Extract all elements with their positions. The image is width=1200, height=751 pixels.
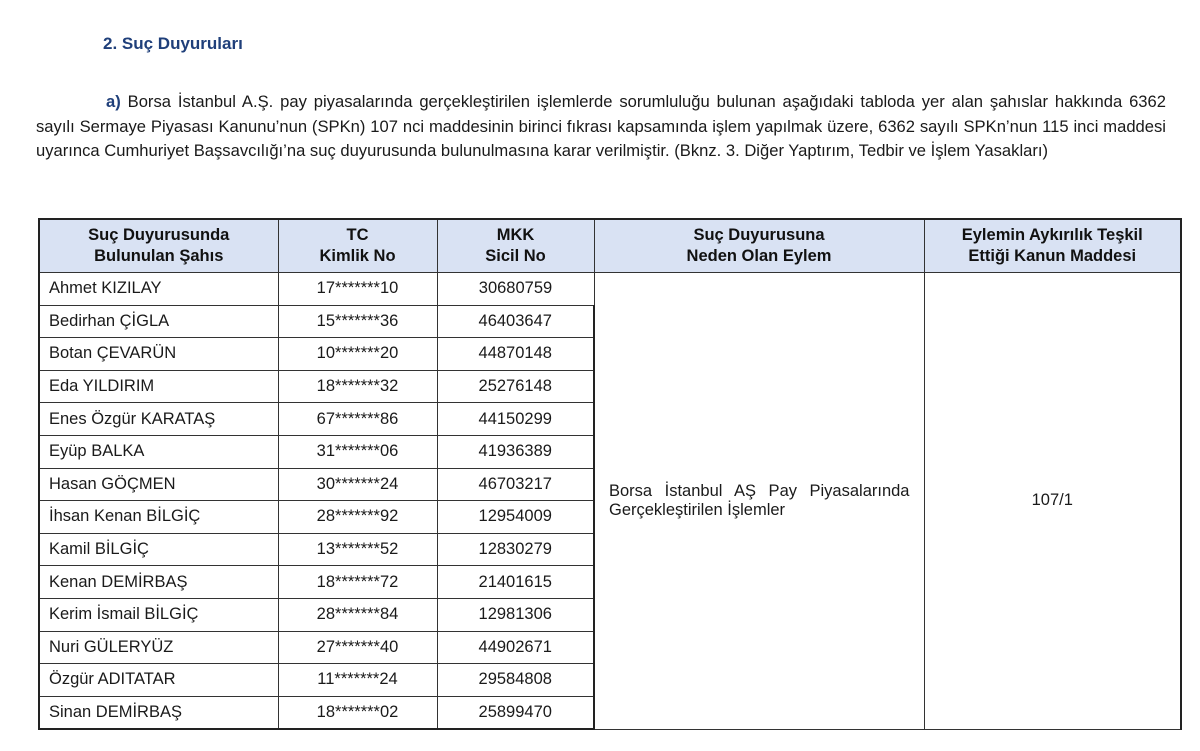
person-name-cell: İhsan Kenan BİLGİÇ: [39, 501, 278, 534]
table-header-row: [39, 219, 1181, 273]
person-name-cell: Kenan DEMİRBAŞ: [39, 566, 278, 599]
header-person-line1: Suç Duyurusunda: [88, 226, 230, 244]
decision-paragraph: [36, 90, 1166, 164]
header-mkk: [437, 219, 594, 273]
tc-number-cell: 30*******24: [278, 468, 437, 501]
mkk-number-cell: 25276148: [437, 370, 594, 403]
tc-number-cell: 11*******24: [278, 664, 437, 697]
person-name-cell: Bedirhan ÇİGLA: [39, 305, 278, 338]
mkk-number-cell: 12954009: [437, 501, 594, 534]
header-mkk-line1: MKK: [496, 226, 535, 244]
person-name-cell: Kerim İsmail BİLGİÇ: [39, 598, 278, 631]
mkk-number-cell: 44150299: [437, 403, 594, 436]
mkk-number-cell: 44870148: [437, 338, 594, 371]
article-cell: 107/1: [924, 273, 1181, 730]
criminal-complaint-table: [38, 218, 1182, 730]
table-row: [39, 273, 1181, 306]
header-action-line1: Suç Duyurusuna: [693, 226, 825, 244]
header-tc-line2: Kimlik No: [319, 247, 396, 265]
tc-number-cell: 13*******52: [278, 533, 437, 566]
mkk-number-cell: 44902671: [437, 631, 594, 664]
person-name-cell: Hasan GÖÇMEN: [39, 468, 278, 501]
table-body: [39, 273, 1181, 730]
tc-number-cell: 17*******10: [278, 273, 437, 306]
header-article: [924, 219, 1181, 273]
header-article-line1: Eylemin Aykırılık Teşkil: [961, 226, 1143, 244]
person-name-cell: Botan ÇEVARÜN: [39, 338, 278, 371]
person-name-cell: Özgür ADITATAR: [39, 664, 278, 697]
tc-number-cell: 28*******92: [278, 501, 437, 534]
action-cell: Borsa İstanbul AŞ Pay Piyasalarında Gerçekleştirilen İşlemler: [594, 273, 924, 730]
mkk-number-cell: 21401615: [437, 566, 594, 599]
tc-number-cell: 28*******84: [278, 598, 437, 631]
tc-number-cell: 18*******72: [278, 566, 437, 599]
tc-number-cell: 15*******36: [278, 305, 437, 338]
header-mkk-line2: Sicil No: [485, 247, 546, 265]
mkk-number-cell: 46403647: [437, 305, 594, 338]
header-action-line2: Neden Olan Eylem: [686, 247, 832, 265]
header-action: [594, 219, 924, 273]
tc-number-cell: 27*******40: [278, 631, 437, 664]
person-name-cell: Enes Özgür KARATAŞ: [39, 403, 278, 436]
person-name-cell: Eyüp BALKA: [39, 435, 278, 468]
person-name-cell: Kamil BİLGİÇ: [39, 533, 278, 566]
header-person: [39, 219, 278, 273]
person-name-cell: Sinan DEMİRBAŞ: [39, 696, 278, 729]
header-tc: [278, 219, 437, 273]
person-name-cell: Ahmet KIZILAY: [39, 273, 278, 306]
tc-number-cell: 67*******86: [278, 403, 437, 436]
paragraph-marker: a): [106, 92, 121, 111]
mkk-number-cell: 25899470: [437, 696, 594, 729]
tc-number-cell: 18*******32: [278, 370, 437, 403]
paragraph-text: Borsa İstanbul A.Ş. pay piyasalarında gerçekleştirilen işlemlerde sorumluluğu bulunan aşağıdaki tabloda yer alan şahıslar hakkında 6362 sayılı Sermaye Piyasası Kanunu’nun (SPKn) 107 nci maddesinin birinci fıkrası kapsamında işlem yapılmak üzere, 6362 sayılı SPKn’nun 115 inci maddesi uyarınca Cumhuriyet Başsavcılığı’na suç duyurusunda bulunulmasına karar verilmiştir. (Bknz. 3. Diğer Yaptırım, Tedbir ve İşlem Yasakları): [36, 92, 1166, 161]
section-title: 2. Suç Duyuruları: [103, 34, 243, 53]
tc-number-cell: 31*******06: [278, 435, 437, 468]
mkk-number-cell: 41936389: [437, 435, 594, 468]
tc-number-cell: 10*******20: [278, 338, 437, 371]
person-name-cell: Eda YILDIRIM: [39, 370, 278, 403]
header-tc-line1: TC: [346, 226, 369, 244]
tc-number-cell: 18*******02: [278, 696, 437, 729]
mkk-number-cell: 29584808: [437, 664, 594, 697]
header-article-line2: Ettiği Kanun Maddesi: [968, 247, 1137, 265]
mkk-number-cell: 30680759: [437, 273, 594, 306]
person-name-cell: Nuri GÜLERYÜZ: [39, 631, 278, 664]
header-person-line2: Bulunulan Şahıs: [94, 247, 224, 265]
mkk-number-cell: 12981306: [437, 598, 594, 631]
mkk-number-cell: 12830279: [437, 533, 594, 566]
mkk-number-cell: 46703217: [437, 468, 594, 501]
